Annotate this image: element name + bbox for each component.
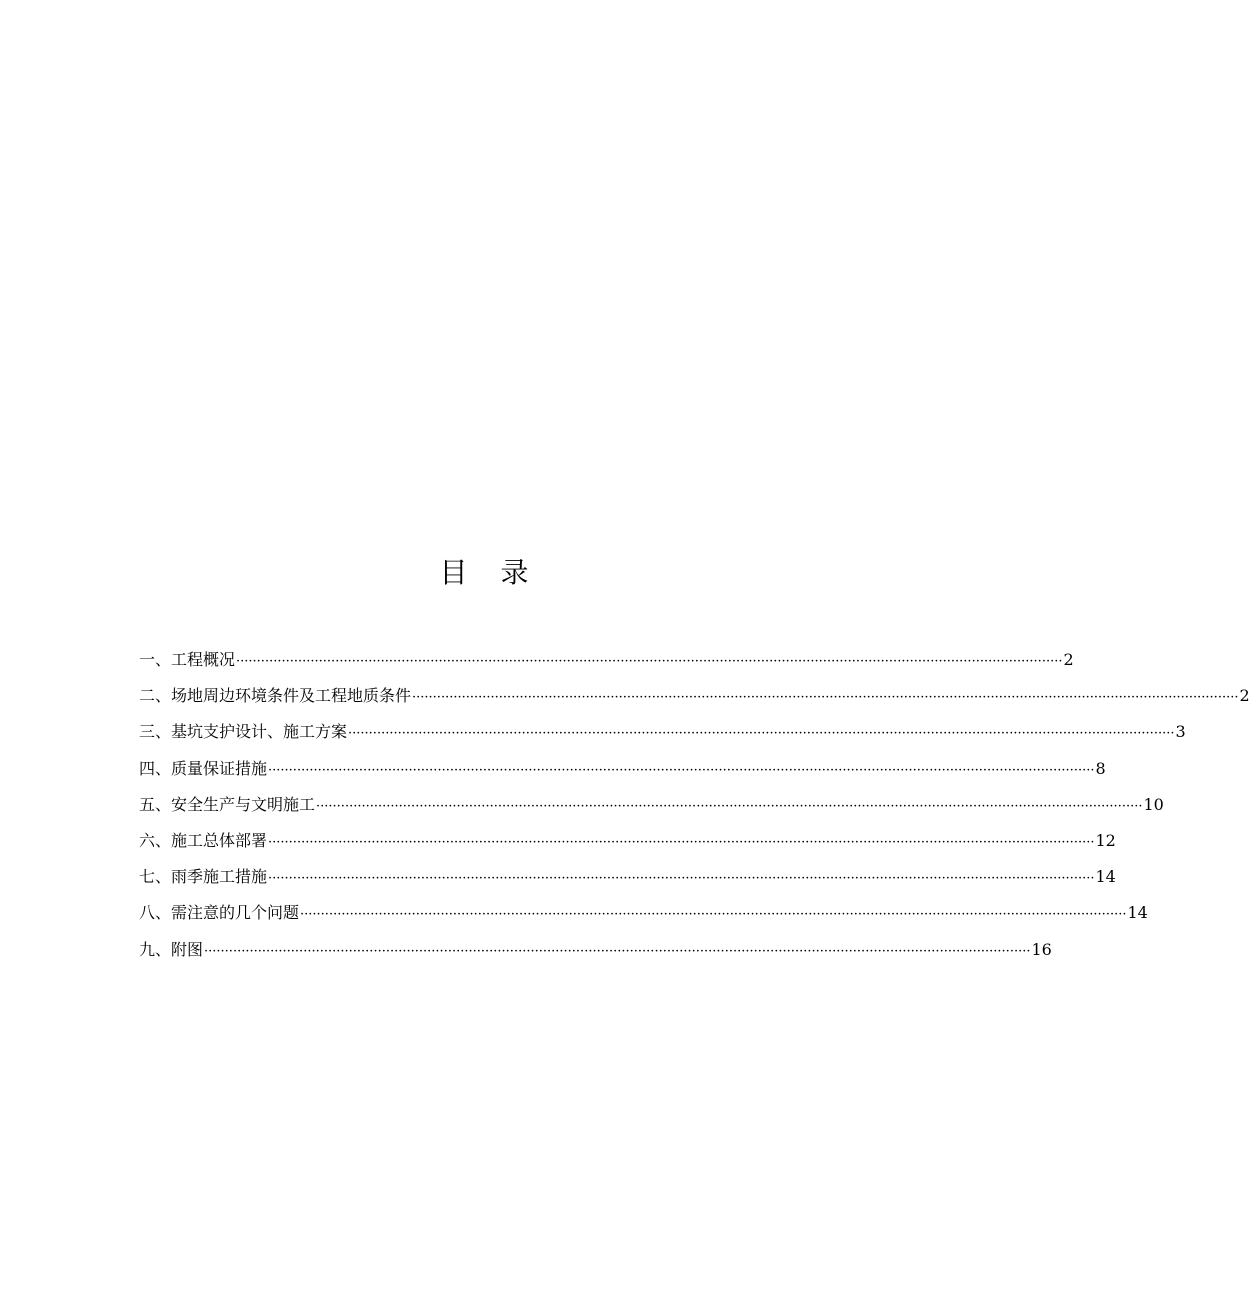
toc-entry-9[interactable]: [139, 932, 1052, 968]
toc-entry-label: 三、基坑支护设计、施工方案: [139, 722, 348, 742]
toc-entry-page: 8: [1095, 758, 1106, 778]
toc-entry-3[interactable]: [139, 714, 1186, 750]
toc-entry-8[interactable]: [139, 895, 1148, 931]
toc-entry-4[interactable]: [139, 751, 1106, 787]
toc-dot-leader: ········································································································································································································: [268, 871, 1095, 887]
toc-entry-page: 2: [1239, 686, 1250, 706]
toc-entry-5[interactable]: [139, 787, 1164, 823]
toc-entry-page: 16: [1031, 939, 1052, 959]
toc-dot-leader: ········································································································································································································: [204, 943, 1031, 959]
toc-entry-1[interactable]: [139, 642, 1074, 678]
toc-title: 目 录: [439, 556, 541, 589]
toc-entry-label: 一、工程概况: [139, 650, 236, 669]
toc-entry-page: 12: [1095, 830, 1116, 850]
toc-entry-label: 六、施工总体部署: [139, 830, 268, 850]
toc-entry-2[interactable]: [139, 678, 1250, 714]
toc-dot-leader: ········································································································································································································: [268, 834, 1095, 850]
toc-dot-leader: ········································································································································································································: [412, 690, 1239, 706]
toc-dot-leader: ········································································································································································································: [316, 798, 1143, 814]
toc-entry-label: 二、场地周边环境条件及工程地质条件: [139, 686, 412, 706]
toc-entry-page: 14: [1127, 903, 1148, 923]
toc-entry-page: 14: [1095, 867, 1116, 887]
toc-entry-page: 2: [1063, 650, 1074, 669]
toc-dot-leader: ········································································································································································································: [300, 907, 1127, 923]
table-of-contents: [139, 642, 1250, 968]
toc-entry-label: 五、安全生产与文明施工: [139, 794, 316, 814]
toc-dot-leader: ········································································································································································································: [268, 762, 1095, 778]
toc-dot-leader: ········································································································································································································: [348, 726, 1175, 742]
toc-entry-label: 七、雨季施工措施: [139, 867, 268, 887]
toc-entry-label: 九、附图: [139, 939, 204, 959]
toc-entry-page: 3: [1175, 722, 1186, 742]
toc-entry-7[interactable]: [139, 859, 1116, 895]
toc-entry-6[interactable]: [139, 823, 1116, 859]
toc-dot-leader: ········································································································································································································: [236, 654, 1063, 669]
toc-entry-label: 八、需注意的几个问题: [139, 903, 300, 923]
toc-entry-label: 四、质量保证措施: [139, 758, 268, 778]
toc-entry-page: 10: [1143, 794, 1164, 814]
